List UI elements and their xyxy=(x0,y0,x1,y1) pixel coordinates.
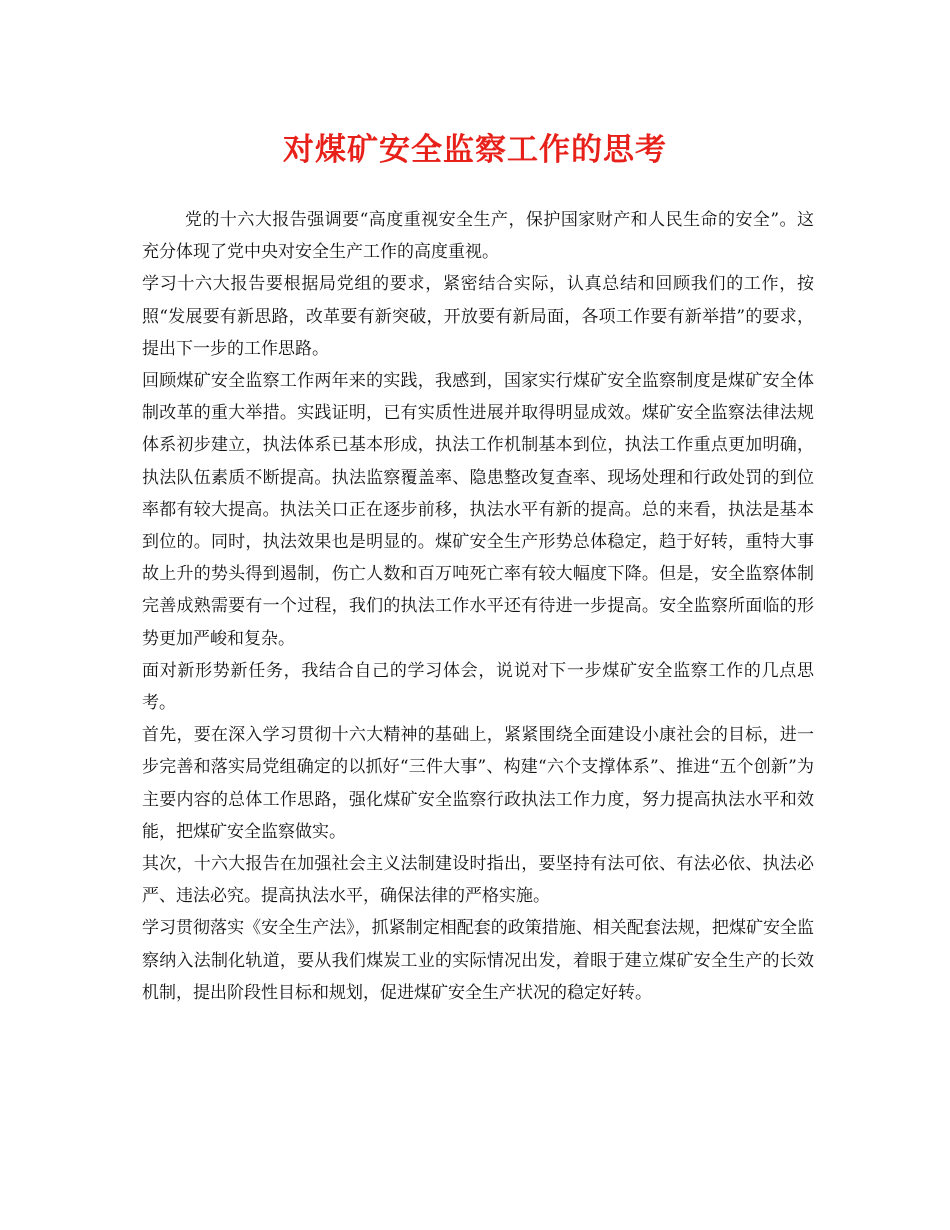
paragraph-1: 党的十六大报告强调要“高度重视安全生产，保护国家财产和人民生命的安全”。这充分体现了党中央对安全生产工作的高度重视。 xyxy=(142,210,814,263)
paragraph-7: 学习贯彻落实《安全生产法》，抓紧制定相配套的政策措施、相关配套法规，把煤矿安全监察纳入法制化轨道，要从我们煤炭工业的实际情况出发，着眼于建立煤矿安全生产的长效机制，提出阶段性目标和规划，促进煤矿安全生产状况的稳定好转。 xyxy=(142,918,814,1003)
document-title: 对煤矿安全监察工作的思考 xyxy=(283,132,667,168)
paragraph-2: 学习十六大报告要根据局党组的要求，紧密结合实际，认真总结和回顾我们的工作，按照“发展要有新思路，改革要有新突破，开放要有新局面，各项工作要有新举措”的要求，提出下一步的工作思路。 xyxy=(142,274,814,359)
paragraph-4: 面对新形势新任务，我结合自己的学习体会，说说对下一步煤矿安全监察工作的几点思考。 xyxy=(142,660,814,714)
paragraph-5: 首先，要在深入学习贯彻十六大精神的基础上，紧紧围绕全面建设小康社会的目标，进一步完善和落实局党组确定的以抓好“三件大事”、构建“六个支撑体系”、推进“五个创新”为主要内容的总体工作思路，强化煤矿安全监察行政执法工作力度，努力提高执法水平和效能，把煤矿安全监察做实。 xyxy=(142,725,814,842)
document-body xyxy=(142,204,814,1009)
paragraph-6: 其次，十六大报告在加强社会主义法制建设时指出，要坚持有法可依、有法必依、执法必严、违法必究。提高执法水平，确保法律的严格实施。 xyxy=(142,854,814,907)
paragraph-3: 回顾煤矿安全监察工作两年来的实践，我感到，国家实行煤矿安全监察制度是煤矿安全体制改革的重大举措。实践证明，已有实质性进展并取得明显成效。煤矿安全监察法律法规体系初步建立，执法体系已基本形成，执法工作机制基本到位，执法工作重点更加明确，执法队伍素质不断提高。执法监察覆盖率、隐患整改复查率、现场处理和行政处罚的到位率都有较大提高。执法关口正在逐步前移，执法水平有新的提高。总的来看，执法是基本到位的。同时，执法效果也是明显的。煤矿安全生产形势总体稳定，趋于好转，重特大事故上升的势头得到遏制，伤亡人数和百万吨死亡率有较大幅度下降。但是，安全监察体制完善成熟需要有一个过程，我们的执法工作水平还有待进一步提高。安全监察所面临的形势更加严峻和复杂。 xyxy=(142,371,814,649)
